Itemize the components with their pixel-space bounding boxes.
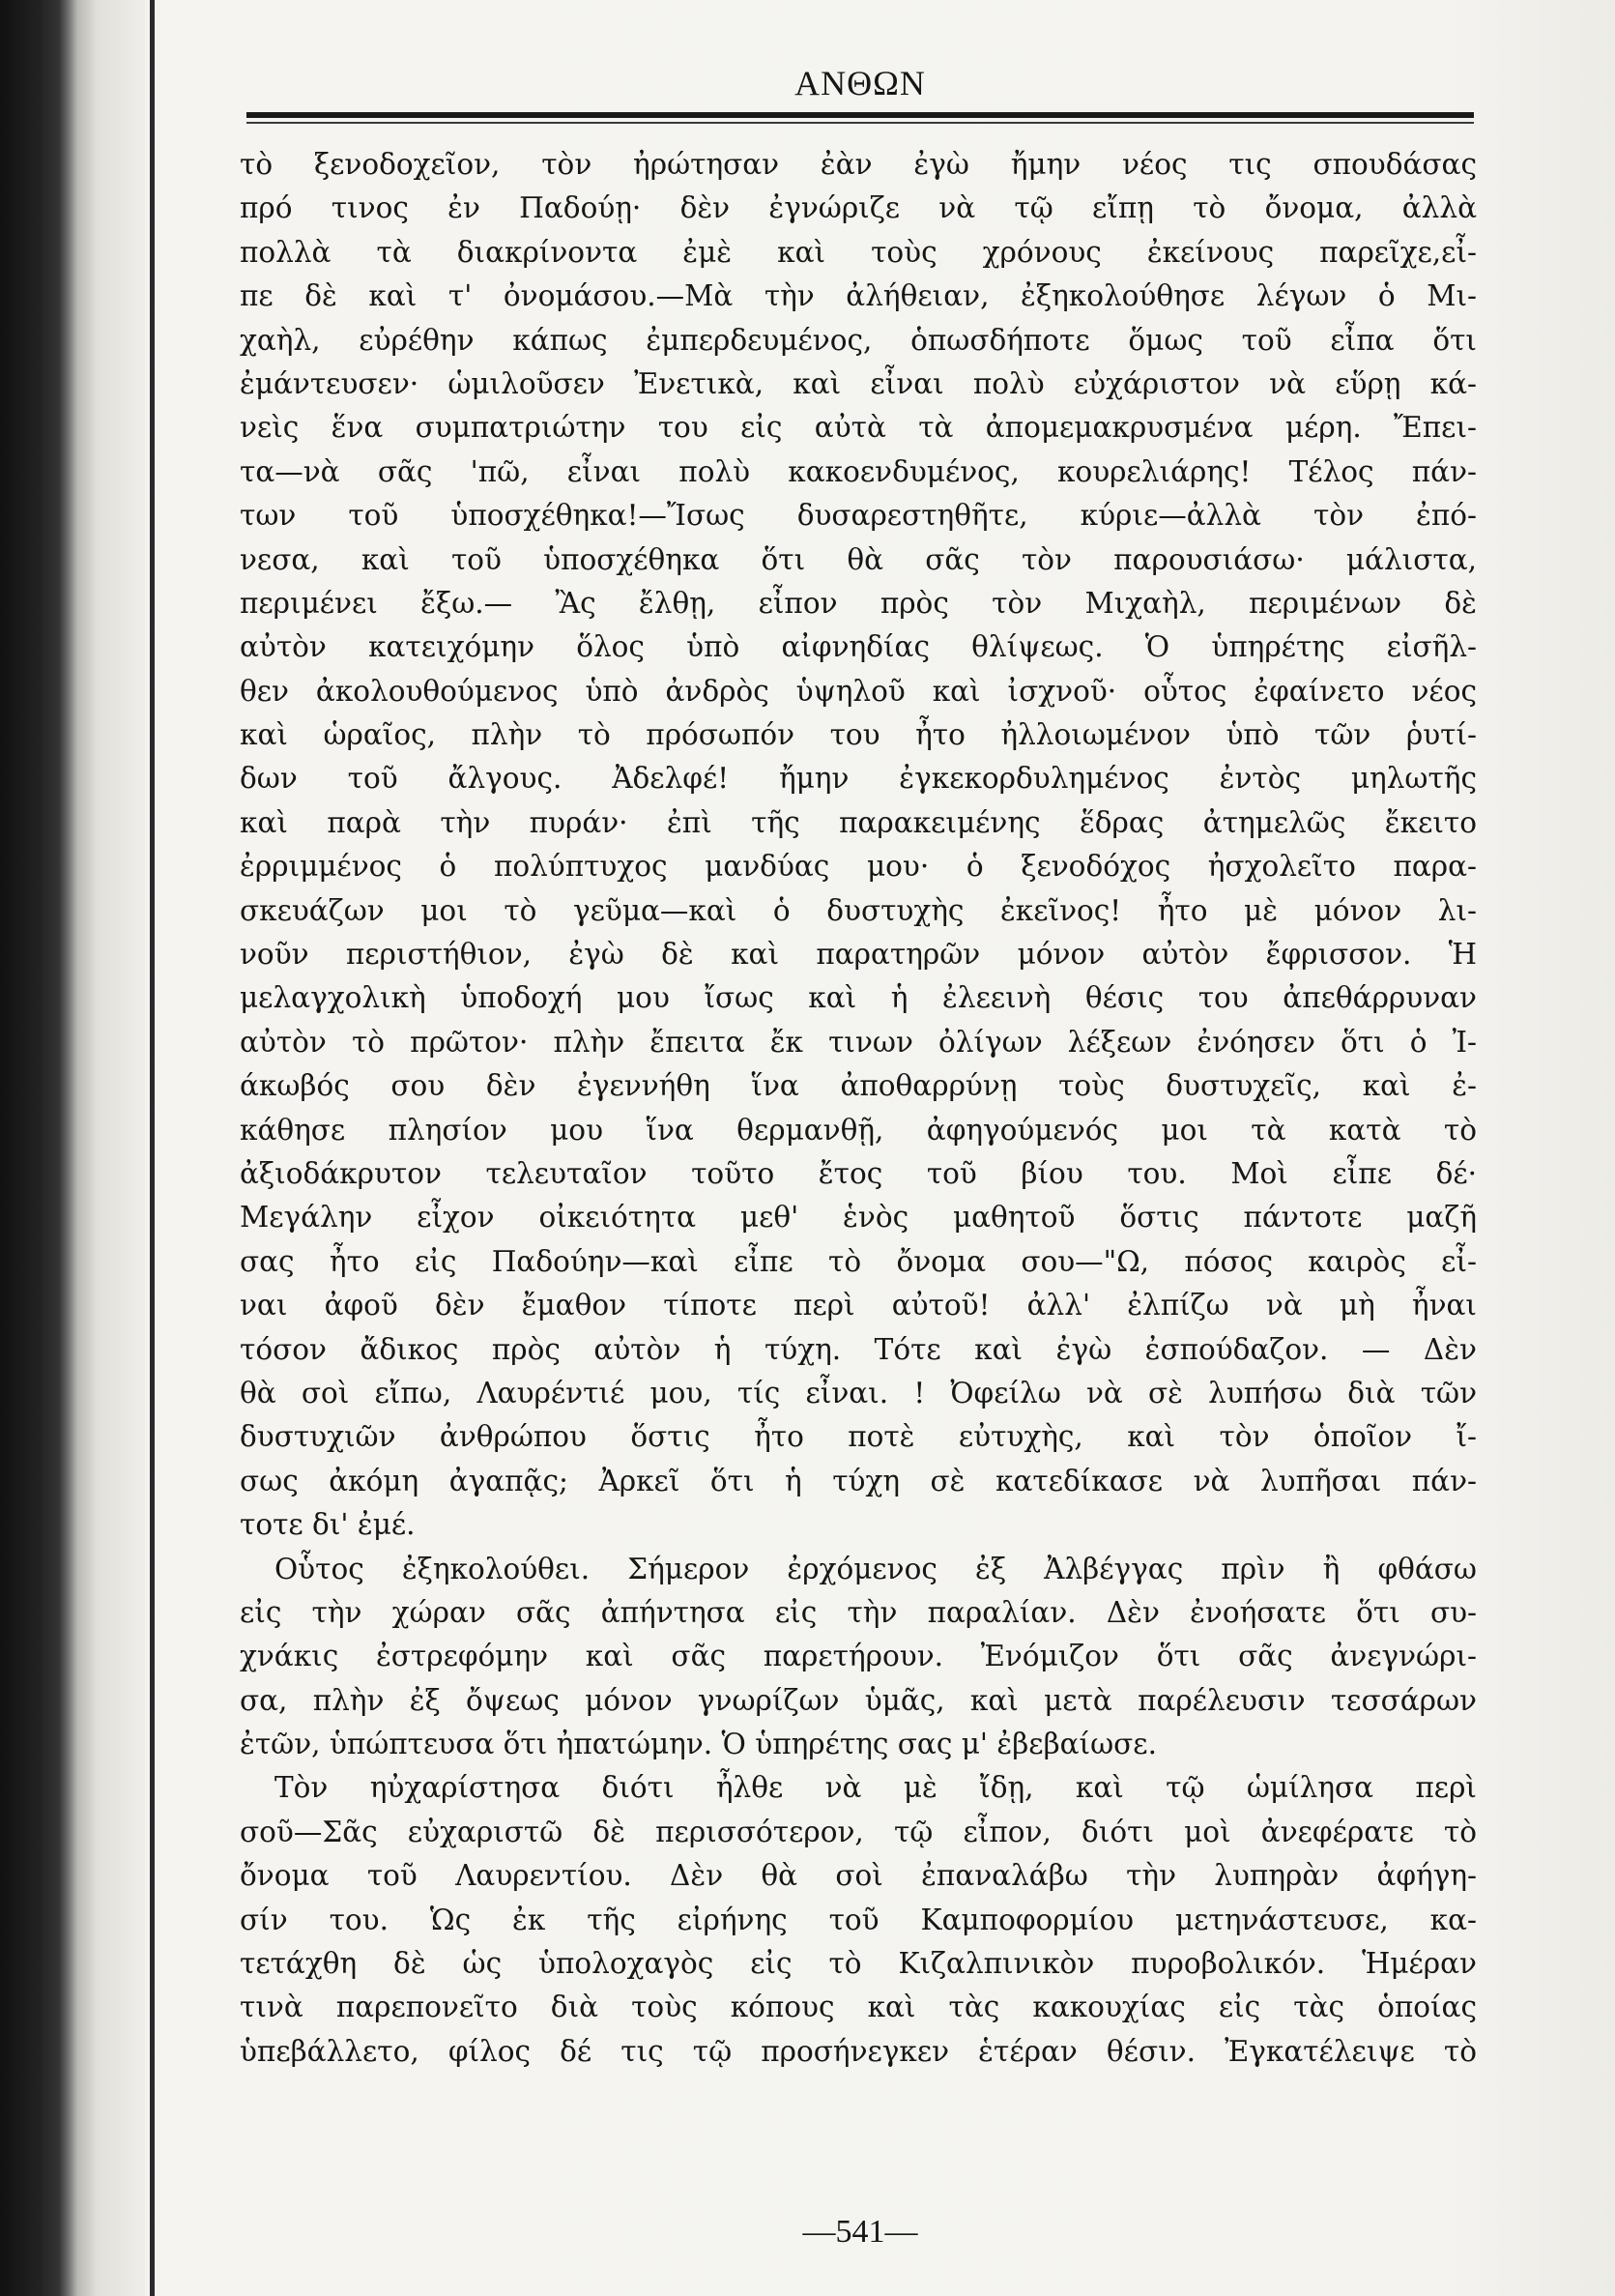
page-number: —541— (802, 2214, 918, 2250)
text-line: αὐτὸν τὸ πρῶτον· πλὴν ἔπειτα ἔκ τινων ὀλίγων λέξεων ἐνόησεν ὅτι ὁ Ἰ- (240, 1025, 1477, 1059)
text-line: σκευάζων μοι τὸ γεῦμα—καὶ ὁ δυστυχὴς ἐκεῖνος! ἦτο μὲ μόνον λι- (240, 893, 1477, 927)
text-line: ἐμάντευσεν· ὡμιλοῦσεν Ἐνετικὰ, καὶ εἶναι πολὺ εὐχάριστον νὰ εὕρῃ κά- (240, 366, 1477, 400)
text-line: σοῦ—Σᾶς εὐχαριστῶ δὲ περισσότερον, τῷ εἶπον, διότι μοὶ ἀνεφέρατε τὸ (240, 1815, 1477, 1848)
text-line: ὄνομα τοῦ Λαυρεντίου. Δὲν θὰ σοὶ ἐπαναλάβω τὴν λυπηρὰν ἀφήγη- (240, 1859, 1477, 1893)
text-line: κάθησε πλησίον μου ἵνα θερμανθῇ, ἀφηγούμενός μοι τὰ κατὰ τὸ (240, 1113, 1477, 1147)
text-line: ἐτῶν, ὑπώπτευσα ὅτι ἠπατώμην. Ὁ ὑπηρέτης σας μ' ἐβεβαίωσε. (240, 1728, 1157, 1761)
text-line: πολλὰ τὰ διακρίνοντα ἐμὲ καὶ τοὺς χρόνους ἐκείνους παρεῖχε,εἶ- (240, 235, 1477, 269)
text-line: πε δὲ καὶ τ' ὀνομάσου.—Μὰ τὴν ἀλήθειαν, ἐξηκολούθησε λέγων ὁ Μι- (240, 279, 1477, 313)
text-line: δων τοῦ ἄλγους. Ἀδελφέ! ἤμην ἐγκεκορδυλημένος ἐντὸς μηλωτῆς (240, 762, 1477, 796)
text-line: Οὗτος ἐξηκολούθει. Σήμερον ἐρχόμενος ἐξ Ἀλβέγγας πρὶν ἢ φθάσω (274, 1552, 1477, 1585)
header-rule (246, 112, 1474, 118)
text-line: Τὸν ηὐχαρίστησα διότι ἦλθε νὰ μὲ ἴδῃ, καὶ τῷ ὡμίλησα περὶ (274, 1771, 1477, 1805)
text-line: πρό τινος ἐν Παδούῃ· δὲν ἐγνώριζε νὰ τῷ εἴπῃ τὸ ὄνομα, ἀλλὰ (240, 191, 1477, 225)
text-line: σίν του. Ὡς ἐκ τῆς εἰρήνης τοῦ Καμποφορμίου μετηνάστευσε, κα- (240, 1903, 1477, 1936)
text-line: θεν ἀκολουθούμενος ὑπὸ ἀνδρὸς ὑψηλοῦ καὶ ἰσχνοῦ· οὗτος ἐφαίνετο νέος (240, 674, 1477, 708)
text-line: νεσα, καὶ τοῦ ὑποσχέθηκα ὅτι θὰ σᾶς τὸν παρουσιάσω· μάλιστα, (240, 542, 1477, 576)
text-line: τόσον ἄδικος πρὸς αὐτὸν ἡ τύχη. Τότε καὶ ἐγὼ ἐσπούδαζον. — Δὲν (240, 1332, 1477, 1366)
text-line: περιμένει ἔξω.— Ἂς ἔλθῃ, εἶπον πρὸς τὸν Μιχαὴλ, περιμένων δὲ (240, 586, 1477, 620)
text-line: άκωβός σου δὲν ἐγεννήθη ἵνα ἀποθαρρύνῃ τοὺς δυστυχεῖς, καὶ ἐ- (240, 1069, 1477, 1103)
text-line: τα—νὰ σᾶς 'πῶ, εἶναι πολὺ κακοενδυμένος, κουρελιάρης! Τέλος πάν- (240, 454, 1477, 488)
text-line: νεὶς ἕνα συμπατριώτην του εἰς αὐτὰ τὰ ἀπομεμακρυσμένα μέρη. Ἔπει- (240, 411, 1477, 445)
text-line: τετάχθη δὲ ὡς ὑπολοχαγὸς εἰς τὸ Κιζαλπινικὸν πυροβολικόν. Ἡμέραν (240, 1947, 1477, 1981)
text-line: καὶ παρὰ τὴν πυράν· ἐπὶ τῆς παρακειμένης ἕδρας ἀτημελῶς ἔκειτο (240, 805, 1477, 839)
text-line: ὑπεβάλλετο, φίλος δέ τις τῷ προσήνεγκεν ἑτέραν θέσιν. Ἐγκατέλειψε τὸ (240, 2034, 1477, 2068)
text-line: ναι ἀφοῦ δὲν ἔμαθον τίποτε περὶ αὐτοῦ! ἀλλ' ἐλπίζω νὰ μὴ ἦναι (240, 1289, 1477, 1322)
text-line: εἰς τὴν χώραν σᾶς ἀπήντησα εἰς τὴν παραλίαν. Δὲν ἐνοήσατε ὅτι συ- (240, 1595, 1477, 1629)
text-line: σα, πλὴν ἐξ ὄψεως μόνον γνωρίζων ὑμᾶς, καὶ μετὰ παρέλευσιν τεσσάρων (240, 1683, 1477, 1717)
text-line: δυστυχιῶν ἀνθρώπου ὅστις ἦτο ποτὲ εὐτυχὴς, καὶ τὸν ὁποῖον ἴ- (240, 1420, 1477, 1454)
header-rule-thin (246, 122, 1474, 124)
text-line: μελαγχολικὴ ὑποδοχή μου ἴσως καὶ ἡ ἐλεεινὴ θέσις του ἀπεθάρρυναν (240, 981, 1477, 1015)
text-line: σως ἀκόμη ἀγαπᾷς; Ἀρκεῖ ὅτι ἡ τύχη σὲ κατεδίκασε νὰ λυπῆσαι πάν- (240, 1464, 1477, 1497)
text-line: Μεγάλην εἶχον οἰκειότητα μεθ' ἑνὸς μαθητοῦ ὅστις πάντοτε μαζῆ (240, 1201, 1477, 1235)
binding-shadow (0, 0, 145, 2296)
text-line: ἀξιοδάκρυτον τελευταῖον τοῦτο ἔτος τοῦ βίου του. Μοὶ εἶπε δέ· (240, 1156, 1477, 1190)
text-line: τοτε δι' ἐμέ. (240, 1508, 416, 1542)
text-line: τὸ ξενοδοχεῖον, τὸν ἠρώτησαν ἐὰν ἐγὼ ἤμην νέος τις σπουδάσας (240, 148, 1477, 181)
text-line: καὶ ὡραῖος, πλὴν τὸ πρόσωπόν του ἦτο ἠλλοιωμένον ὑπὸ τῶν ῥυτί- (240, 718, 1477, 752)
binding-edge (150, 0, 155, 2296)
text-line: χνάκις ἐστρεφόμην καὶ σᾶς παρετήρουν. Ἐνόμιζον ὅτι σᾶς ἀνεγνώρι- (240, 1640, 1477, 1673)
text-line: των τοῦ ὑποσχέθηκα!—Ἴσως δυσαρεστηθῆτε, κύριε—ἀλλὰ τὸν ἐπό- (240, 499, 1477, 533)
text-line: νοῦν περιστήθιον, ἐγὼ δὲ καὶ παρατηρῶν μόνον αὐτὸν ἔφρισσον. Ἡ (240, 938, 1477, 972)
text-line: αὐτὸν κατειχόμην ὅλος ὑπὸ αἰφνηδίας θλίψεως. Ὁ ὑπηρέτης εἰσῆλ- (240, 630, 1477, 664)
text-line: χαὴλ, εὐρέθην κάπως ἐμπερδευμένος, ὁπωσδήποτε ὅμως τοῦ εἶπα ὅτι (240, 323, 1477, 357)
text-line: θὰ σοὶ εἴπω, Λαυρέντιέ μου, τίς εἶναι. ! Ὀφείλω νὰ σὲ λυπήσω διὰ τῶν (240, 1376, 1477, 1410)
text-line: τινὰ παρεπονεῖτο διὰ τοὺς κόπους καὶ τὰς κακουχίας εἰς τὰς ὁποίας (240, 1991, 1477, 2024)
body-text (240, 143, 1477, 2074)
text-line: ἐρριμμένος ὁ πολύπτυχος μανδύας μου· ὁ ξενοδόχος ἠσχολεῖτο παρα- (240, 850, 1477, 884)
text-line: σας ἦτο εἰς Παδούην—καὶ εἶπε τὸ ὄνομα σου—"Ω, πόσος καιρὸς εἶ- (240, 1244, 1477, 1278)
running-head: ΑΝΘΩΝ (794, 64, 926, 102)
